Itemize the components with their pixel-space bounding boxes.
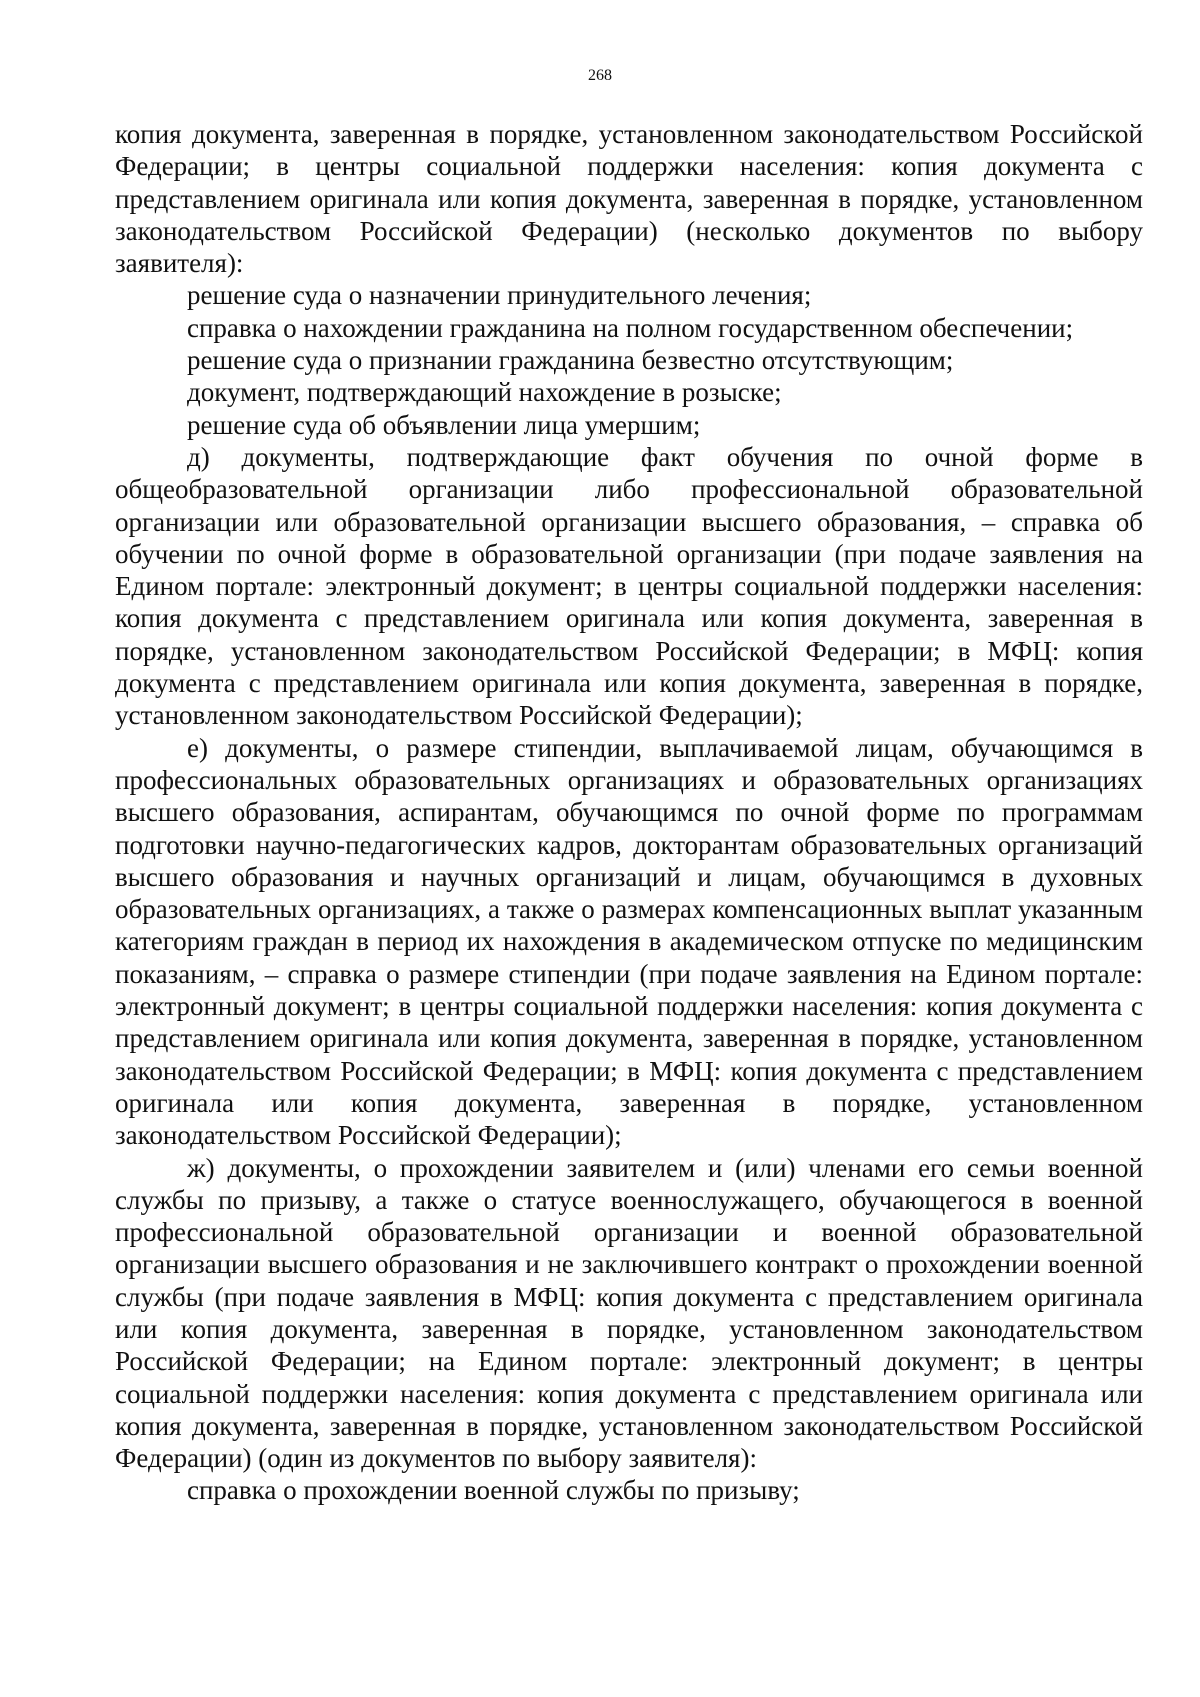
page-number: 268 <box>588 67 612 84</box>
paragraph: е) документы, о размере стипендии, выплачиваемой лицам, обучающимся в профессиональных образовательных организациях и образовательных организациях высшего образования, аспирантам, обучающимся по очной форме по программам подготовки научно-педагогических кадров, докторантам образовательных организаций высшего образования и научных организаций и лицам, обучающимся в духовных образовательных организациях, а также о размерах компенсационных выплат указанным категориям граждан в период их нахождения в академическом отпуске по медицинским показаниям, – справка о размере стипендии (при подаче заявления на Едином портале: электронный документ; в центры социальной поддержки населения: копия документа с представлением оригинала или копия документа, заверенная в порядке, установленном законодательством Российской Федерации; в МФЦ: копия документа с представлением оригинала или копия документа, заверенная в порядке, установленном законодательством Российской Федерации); <box>115 732 1143 1151</box>
paragraph: решение суда о назначении принудительного лечения; <box>187 280 812 311</box>
paragraph: документ, подтверждающий нахождение в розыске; <box>187 377 782 408</box>
paragraph: справка о нахождении гражданина на полном государственном обеспечении; <box>187 312 1074 343</box>
paragraph: справка о прохождении военной службы по призыву; <box>187 1475 800 1506</box>
paragraph: ж) документы, о прохождении заявителем и (или) членами его семьи военной службы по призыву, а также о статусе военнослужащего, обучающегося в военной профессиональной образовательной организации и военной образовательной организации высшего образования и не заключившего контракт о прохождении военной службы (при подаче заявления в МФЦ: копия документа с представлением оригинала или копия документа, заверенная в порядке, установленном законодательством Российской Федерации; на Едином портале: электронный документ; в центры социальной поддержки населения: копия документа с представлением оригинала или копия документа, заверенная в порядке, установленном законодательством Российской Федерации) (один из документов по выбору заявителя): <box>115 1152 1143 1474</box>
document-body <box>115 118 1143 1507</box>
paragraph: решение суда о признании гражданина безвестно отсутствующим; <box>187 345 954 376</box>
paragraph: решение суда об объявлении лица умершим; <box>187 409 701 440</box>
paragraph: д) документы, подтверждающие факт обучения по очной форме в общеобразовательной организации либо профессиональной образовательной организации или образовательной организации высшего образования, – справка об обучении по очной форме в образовательной организации (при подаче заявления на Едином портале: электронный документ; в центры социальной поддержки населения: копия документа с представлением оригинала или копия документа, заверенная в порядке, установленном законодательством Российской Федерации; в МФЦ: копия документа с представлением оригинала или копия документа, заверенная в порядке, установленном законодательством Российской Федерации); <box>115 441 1143 731</box>
paragraph: копия документа, заверенная в порядке, установленном законодательством Российской Федерации; в центры социальной поддержки населения: копия документа с представлением оригинала или копия документа, заверенная в порядке, установленном законодательством Российской Федерации) (несколько документов по выбору заявителя): <box>115 119 1143 279</box>
